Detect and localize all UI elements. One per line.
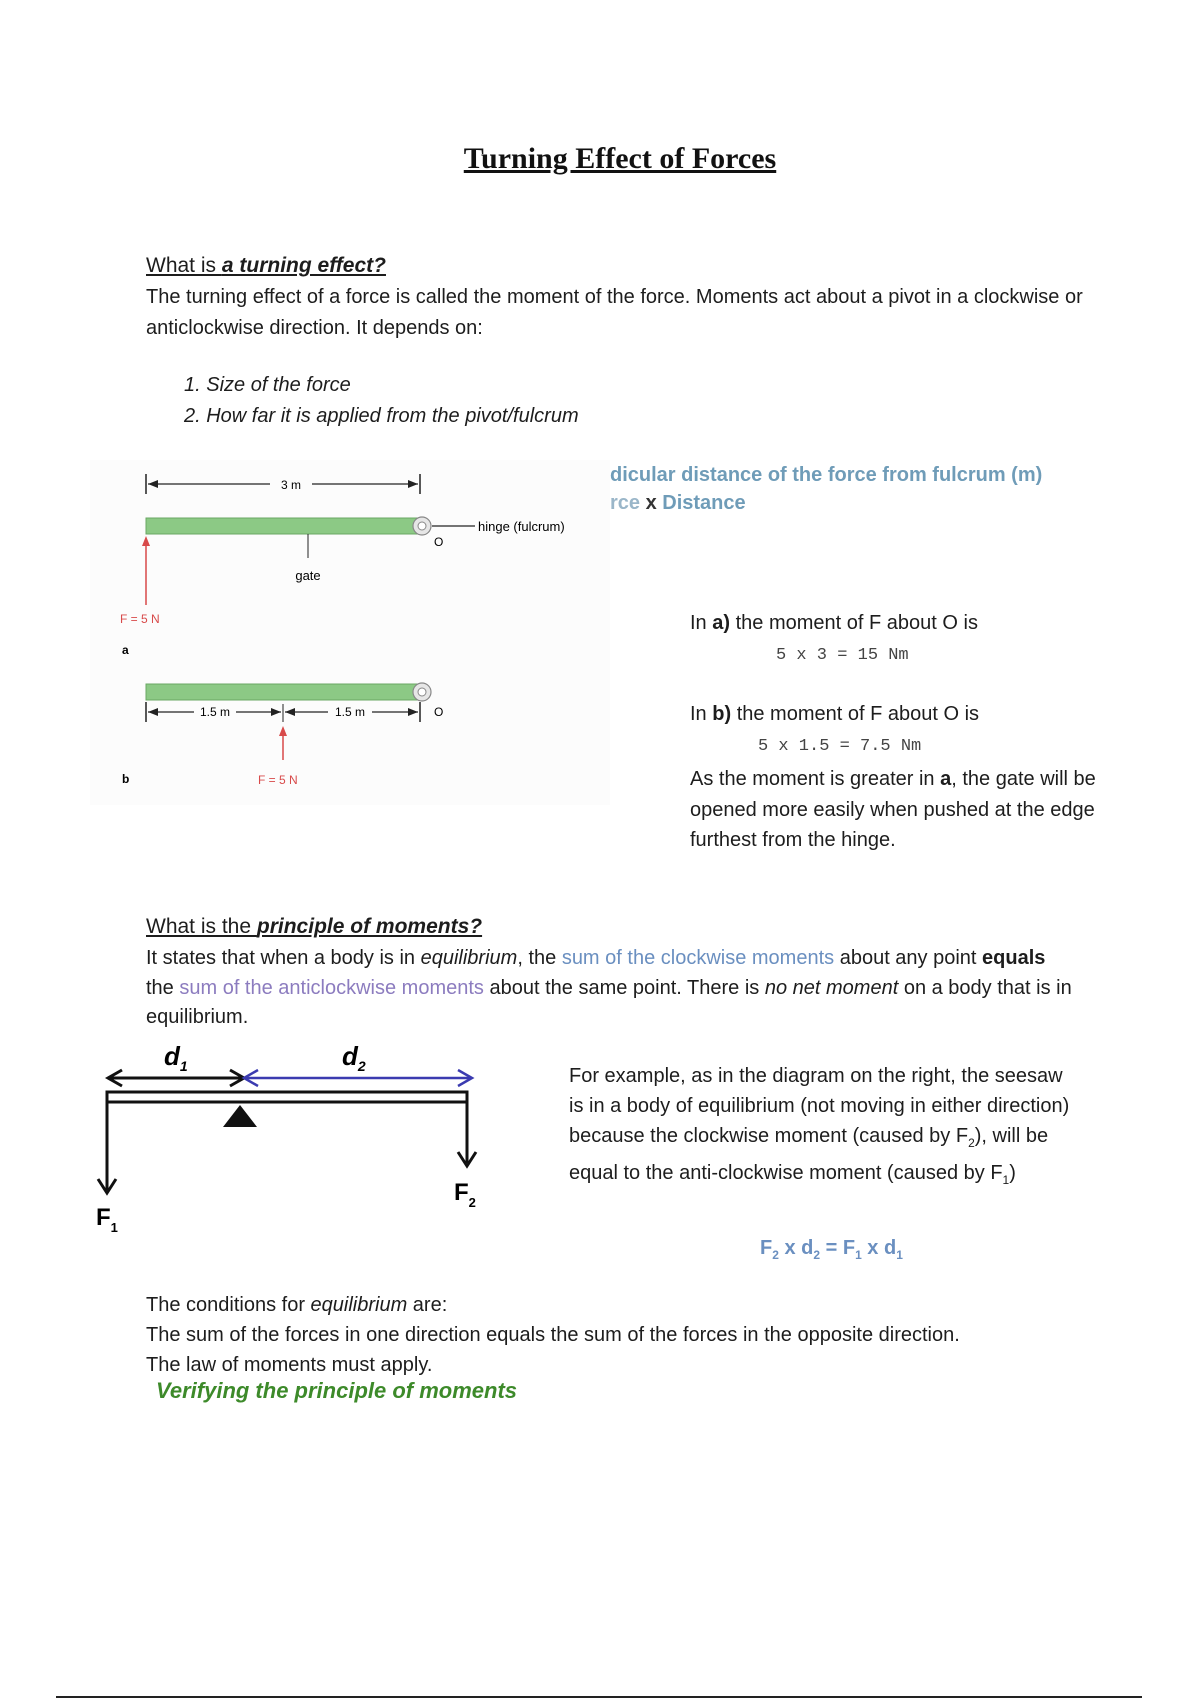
example-b-calculation: 5 x 1.5 = 7.5 Nm: [758, 737, 922, 756]
distance-label-half-1: 1.5 m: [199, 705, 231, 719]
factor-list-item: 2. How far it is applied from the pivot/fulcrum: [184, 405, 579, 427]
f2-label: $F_2$: [454, 1179, 476, 1210]
condition-law-of-moments: The law of moments must apply.: [146, 1354, 433, 1376]
page-title: Turning Effect of Forces: [463, 142, 777, 175]
verifying-heading: Verifying the principle of moments: [156, 1378, 518, 1403]
pivot-label-b: O: [434, 705, 444, 719]
moment-equation: $F_2$ x $d_2 = F_1$ x $d_1$: [760, 1237, 903, 1262]
hinge-label: hinge (fulcrum): [478, 519, 565, 534]
fulcrum-icon: [223, 1105, 257, 1127]
bottom-rule: [56, 1696, 1142, 1698]
seesaw-explanation: For example, as in the diagram on the right, the seesaw is in a body of equilibrium (not moving in either direction) because the clockwise moment (caused by $F_2$), will be equal to the anti-clockwise moment (caused by $F_1$): [569, 1065, 1070, 1187]
gate-diagram: [90, 460, 610, 805]
d2-label: $d_2$: [342, 1041, 366, 1074]
force-label-a: F = 5 N: [120, 612, 160, 626]
cropped-formula-line-1: dicular distance of the force from fulcrum (m): [610, 464, 1043, 486]
d1-label: $d_1$: [164, 1041, 188, 1074]
part-b-label: b: [122, 772, 130, 786]
distance-label-half-2: 1.5 m: [334, 705, 366, 719]
gate-bar-b: [146, 684, 422, 700]
turning-effect-paragraph: The turning effect of a force is called the moment of the force. Moments act about a pivot in a clockwise or anticlockwise direction. It depends on:: [146, 286, 1083, 339]
pivot-label-a: O: [434, 535, 444, 549]
section-heading-principle-of-moments: What is the principle of moments?: [146, 915, 483, 938]
gate-bar-a: [146, 518, 422, 534]
example-a-text: In a) the moment of F about O is: [690, 612, 978, 634]
section-heading-turning-effect: What is a turning effect?: [146, 254, 386, 277]
seesaw-diagram: [92, 1035, 502, 1245]
f1-label: $F_1$: [96, 1204, 118, 1235]
principle-paragraph: It states that when a body is in equilibrium, the sum of the clockwise moments about any point equals the sum of the anticlockwise moments about the same point. There is no net moment on a body that is in equilibrium.: [146, 947, 1072, 1028]
factor-list-item: 1. Size of the force: [184, 374, 351, 396]
seesaw-beam: [107, 1092, 467, 1102]
force-label-b: F = 5 N: [258, 773, 298, 787]
cropped-formula-line-2: rce x Distance: [610, 492, 746, 514]
gate-label: gate: [295, 568, 321, 583]
condition-forces: The sum of the forces in one direction equals the sum of the forces in the opposite direction.: [146, 1324, 960, 1346]
distance-label-3m: 3 m: [280, 478, 302, 492]
example-b-conclusion: As the moment is greater in a, the gate will be opened more easily when pushed at the edge furthest from the hinge.: [690, 768, 1096, 851]
example-b-text: In b) the moment of F about O is: [690, 703, 980, 725]
part-a-label: a: [122, 643, 129, 657]
example-a-calculation: 5 x 3 = 15 Nm: [776, 646, 909, 665]
conditions-intro: The conditions for equilibrium are:: [146, 1294, 448, 1316]
